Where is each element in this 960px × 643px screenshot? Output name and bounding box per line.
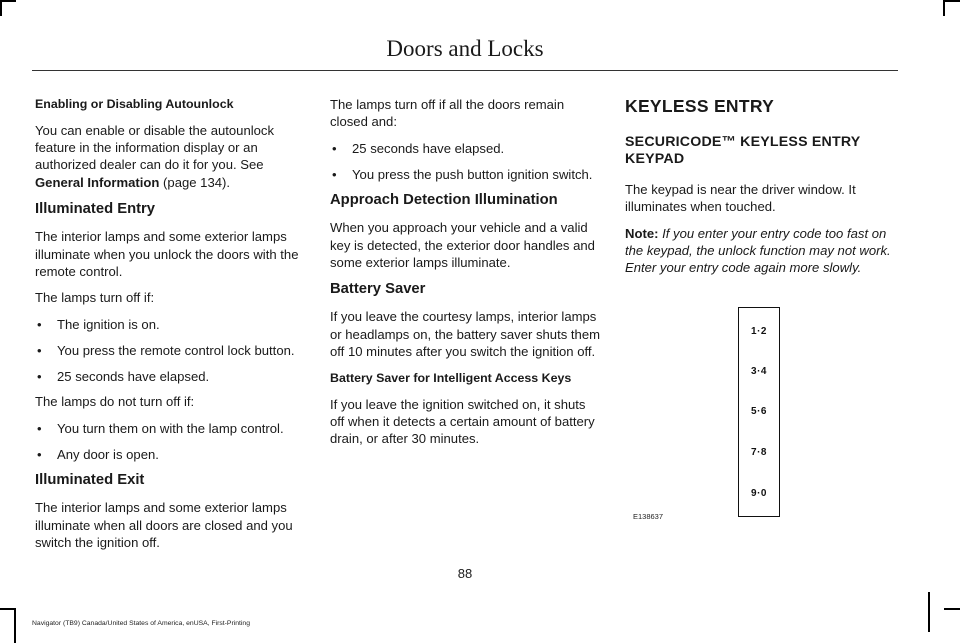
heading-illuminated-exit: Illuminated Exit xyxy=(35,472,145,489)
crop-mark xyxy=(0,0,16,2)
list-item: • 25 seconds have elapsed. xyxy=(35,368,307,385)
heading-battery-saver: Battery Saver xyxy=(330,281,426,298)
paragraph-lamps-off-closed: The lamps turn off if all the doors remain closed and: xyxy=(330,97,565,130)
list-item: • 25 seconds have elapsed. xyxy=(330,140,602,157)
list-item: • The ignition is on. xyxy=(35,316,307,333)
paragraph-autounlock xyxy=(35,122,307,191)
column-middle xyxy=(330,96,602,457)
header-divider xyxy=(32,70,898,71)
heading-approach-detection: Approach Detection Illumination xyxy=(330,192,558,209)
heading-battery-saver-iak: Battery Saver for Intelligent Access Keys xyxy=(330,370,572,385)
crop-mark xyxy=(0,0,2,16)
paragraph-battery-saver-iak: If you leave the ignition switched on, it shuts off when it detects a certain amount of battery drain, or after 30 minutes. xyxy=(330,396,595,446)
page-number: 88 xyxy=(457,566,473,581)
crop-mark xyxy=(928,592,930,632)
heading-keyless-entry: KEYLESS ENTRY xyxy=(625,96,775,116)
list-item: • Any door is open. xyxy=(35,446,307,463)
paragraph-keypad-location: The keypad is near the driver window. It illuminates when touched. xyxy=(625,182,856,215)
list-item: • You turn them on with the lamp control. xyxy=(35,420,307,437)
paragraph-illuminated-exit: The interior lamps and some exterior lamps illuminate when all doors are closed and you switch the ignition off. xyxy=(35,500,293,550)
list-item: • You press the push button ignition switch. xyxy=(330,166,602,183)
paragraph-approach-detection: When you approach your vehicle and a valid key is detected, the exterior door handles and some exterior lamps illuminate. xyxy=(330,220,595,270)
cross-reference-link[interactable]: General Information xyxy=(35,174,160,190)
note xyxy=(625,225,897,277)
column-right xyxy=(625,96,897,286)
list-item: • You press the remote control lock button. xyxy=(35,342,307,359)
paragraph-autounlock-text: You can enable or disable the autounlock feature in the information display or an authorized dealer can do it for you. See xyxy=(35,123,275,173)
paragraph-battery-saver: If you leave the courtesy lamps, interior lamps or headlamps on, the battery saver shuts them off 10 minutes after you switch the ignition off. xyxy=(330,309,601,359)
heading-autounlock: Enabling or Disabling Autounlock xyxy=(35,97,234,111)
keypad-key: 9·0 xyxy=(751,488,767,499)
crop-mark xyxy=(944,0,960,2)
crop-mark xyxy=(943,0,945,16)
heading-securicode-keypad: SECURICODE™ KEYLESS ENTRY KEYPAD xyxy=(625,134,861,167)
keypad-key: 3·4 xyxy=(751,366,767,377)
crop-mark xyxy=(14,608,16,643)
paragraph-illuminated-entry: The interior lamps and some exterior lamps illuminate when you unlock the doors with the remote control. xyxy=(35,229,299,279)
keypad-key: 7·8 xyxy=(751,447,767,458)
page-title: Doors and Locks xyxy=(386,36,544,61)
heading-illuminated-entry: Illuminated Entry xyxy=(35,201,156,218)
crop-mark xyxy=(0,608,15,610)
note-label: Note: xyxy=(625,225,659,241)
footer-text: Navigator (TB9) Canada/United States of America, enUSA, First-Printing xyxy=(32,620,250,627)
column-left xyxy=(35,96,307,560)
list-lamps-off-conditions xyxy=(330,140,602,183)
keypad-key: 1·2 xyxy=(751,326,767,337)
paragraph-autounlock-page: (page 134). xyxy=(159,174,231,190)
figure-id: E138637 xyxy=(633,512,664,521)
note-body: If you enter your entry code too fast on the keypad, the unlock function may not work. Enter your entry code again more slowly. xyxy=(625,225,891,276)
paragraph-lamps-not-off: The lamps do not turn off if: xyxy=(35,394,195,410)
keypad-illustration xyxy=(738,307,780,517)
crop-mark xyxy=(944,608,960,610)
paragraph-lamps-turn-off: The lamps turn off if: xyxy=(35,290,155,306)
keypad-key: 5·6 xyxy=(751,406,767,417)
list-turn-off-conditions xyxy=(35,316,307,385)
list-not-off-conditions xyxy=(35,420,307,463)
